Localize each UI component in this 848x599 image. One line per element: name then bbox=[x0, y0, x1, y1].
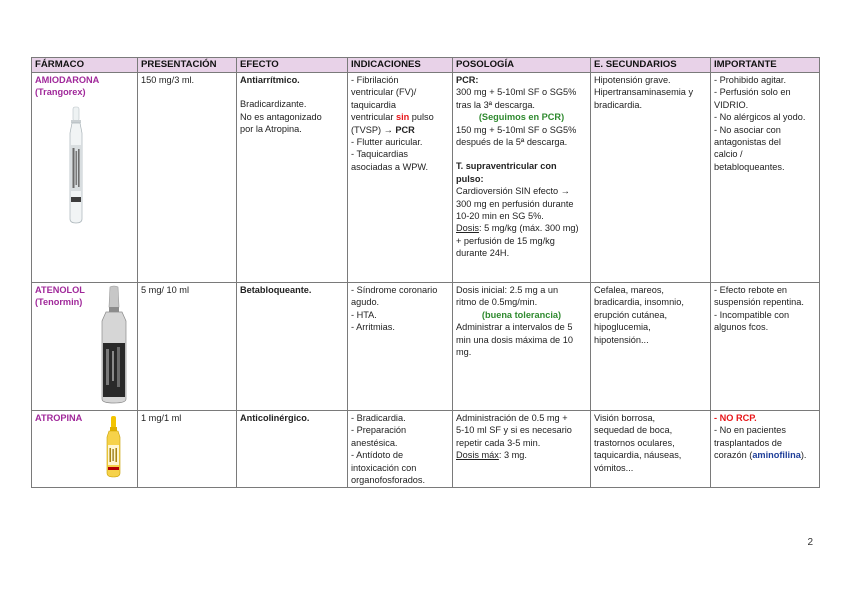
text-line: tras la 3ª descarga. bbox=[456, 99, 535, 110]
cell-farmaco bbox=[32, 411, 138, 488]
cell-presentacion: 1 mg/1 ml bbox=[138, 411, 237, 488]
table-row-atenolol bbox=[32, 283, 820, 411]
text-line: 300 mg + 5-10ml SF o SG5% bbox=[456, 87, 577, 98]
page-number: 2 bbox=[807, 537, 813, 548]
cell-posologia bbox=[453, 73, 591, 283]
text-line: calcio / bbox=[714, 149, 743, 160]
text-line: - Efecto rebote en bbox=[714, 285, 788, 295]
table-row-amiodarona bbox=[32, 73, 820, 283]
text-line: anestésica. bbox=[351, 437, 398, 448]
drug-brand: (Tenormin) bbox=[35, 297, 83, 308]
note-green: (Seguimos en PCR) bbox=[478, 112, 565, 123]
text-line: 10-20 min en SG 5%. bbox=[456, 211, 544, 222]
highlight-aminofilina: aminofilina bbox=[752, 450, 801, 461]
cell-indicaciones bbox=[348, 73, 453, 283]
text-line: mg. bbox=[456, 347, 472, 358]
cell-importante bbox=[711, 283, 820, 411]
efecto-title: Anticolinérgico. bbox=[240, 413, 310, 423]
text-line: 150 mg + 5-10ml SF o SG5% bbox=[456, 124, 577, 135]
drug-name: ATENOLOL bbox=[35, 285, 85, 295]
ampoule-image bbox=[35, 105, 135, 237]
text-line: - Incompatible con bbox=[714, 309, 790, 320]
text-line: Visión borrosa, bbox=[594, 413, 656, 423]
table-row-atropina bbox=[32, 411, 820, 488]
text-line: - Perfusión solo en bbox=[714, 87, 791, 98]
cell-importante bbox=[711, 73, 820, 283]
text-line: Cardioversión SIN efecto → bbox=[456, 186, 570, 197]
text-line: - No alérgicos al yodo. bbox=[714, 112, 806, 123]
text-line: Hipotensión grave. bbox=[594, 75, 671, 85]
text-line: min una dosis máxima de 10 bbox=[456, 334, 573, 345]
text-line: - Arritmias. bbox=[351, 322, 395, 333]
text-line: - Flutter auricular. bbox=[351, 137, 423, 148]
posologia-heading: T. supraventricular con bbox=[456, 161, 557, 172]
col-header-posologia: POSOLOGÍA bbox=[453, 58, 591, 73]
text-line: asociadas a WPW. bbox=[351, 161, 429, 172]
text-line: vómitos... bbox=[594, 462, 634, 473]
spacer bbox=[240, 86, 344, 98]
cell-indicaciones bbox=[348, 283, 453, 411]
text-line: - No asociar con bbox=[714, 124, 781, 135]
text-line: repetir cada 3-5 min. bbox=[456, 437, 541, 448]
text-line: (TVSP) → bbox=[351, 124, 396, 135]
text-line: Administración de 0.5 mg + bbox=[456, 413, 568, 423]
drug-name: AMIODARONA bbox=[35, 75, 100, 85]
cell-efecto bbox=[237, 411, 348, 488]
text-line: - HTA. bbox=[351, 309, 377, 320]
text-line: : 3 mg. bbox=[498, 450, 527, 461]
cell-posologia bbox=[453, 283, 591, 411]
text-line: Administrar a intervalos de 5 bbox=[456, 322, 573, 333]
text-line: hipotensión... bbox=[594, 334, 649, 345]
text-line: - Síndrome coronario bbox=[351, 285, 438, 295]
text-line: No es antagonizado bbox=[240, 111, 322, 122]
text-line: Bradicardizante. bbox=[240, 99, 307, 110]
text-line: VIDRIO. bbox=[714, 99, 749, 110]
cell-farmaco bbox=[32, 73, 138, 283]
text-line: : 5 mg/kg (máx. 300 mg) bbox=[478, 223, 579, 234]
text-line: - Taquicardias bbox=[351, 149, 409, 160]
text-line: - Prohibido agitar. bbox=[714, 75, 787, 85]
col-header-presentacion: PRESENTACIÓN bbox=[138, 58, 237, 73]
table-header-row bbox=[32, 58, 820, 73]
drug-name: ATROPINA bbox=[35, 413, 83, 423]
col-header-farmaco: FÁRMACO bbox=[32, 58, 138, 73]
text-line: Hipertransaminasemia y bbox=[594, 87, 694, 98]
highlight-sin: sin bbox=[395, 112, 410, 123]
text-line: Cefalea, mareos, bbox=[594, 285, 664, 295]
ampoule-image bbox=[94, 285, 134, 405]
col-header-importante: IMPORTANTE bbox=[711, 58, 820, 73]
dosis-label: Dosis bbox=[456, 223, 479, 234]
cell-efecto bbox=[237, 73, 348, 283]
drug-brand: (Trangorex) bbox=[35, 87, 86, 98]
text-line: taquicardia, náuseas, bbox=[594, 450, 682, 461]
cell-presentacion: 5 mg/ 10 ml bbox=[138, 283, 237, 411]
col-header-secundarios: E. SECUNDARIOS bbox=[591, 58, 711, 73]
text-line: pulso bbox=[411, 112, 434, 123]
cell-efecto bbox=[237, 283, 348, 411]
text-line: - Preparación bbox=[351, 425, 407, 436]
spacer bbox=[456, 148, 587, 160]
highlight-pcr: PCR bbox=[395, 124, 415, 135]
text-line: ritmo de 0.5mg/min. bbox=[456, 297, 538, 308]
text-line: trastornos oculares, bbox=[594, 437, 675, 448]
cell-secundarios bbox=[591, 283, 711, 411]
text-line: sequedad de boca, bbox=[594, 425, 673, 436]
text-line: + perfusión de 15 mg/kg bbox=[456, 235, 555, 246]
posologia-heading: PCR: bbox=[456, 75, 479, 85]
text-line: trasplantados de bbox=[714, 437, 782, 448]
text-line: betabloqueantes. bbox=[714, 161, 785, 172]
text-line: antagonistas del bbox=[714, 137, 781, 148]
text-line: taquicardia bbox=[351, 99, 396, 110]
note-green: (buena tolerancia) bbox=[481, 309, 562, 320]
efecto-title: Betabloqueante. bbox=[240, 285, 312, 295]
text-line: hipoglucemia, bbox=[594, 322, 651, 333]
cell-indicaciones bbox=[348, 411, 453, 488]
cell-presentacion: 150 mg/3 ml. bbox=[138, 73, 237, 283]
text-line: agudo. bbox=[351, 297, 380, 308]
text-line: 5-10 ml SF y si es necesario bbox=[456, 425, 572, 436]
cell-secundarios bbox=[591, 411, 711, 488]
posologia-heading: pulso: bbox=[456, 173, 484, 184]
col-header-indicaciones: INDICACIONES bbox=[348, 58, 453, 73]
efecto-title: Antiarrítmico. bbox=[240, 75, 300, 85]
text-line: - Antídoto de bbox=[351, 450, 404, 461]
text-line: corazón ( bbox=[714, 450, 753, 461]
text-line: ventricular (FV)/ bbox=[351, 87, 417, 98]
text-line: intoxicación con bbox=[351, 462, 417, 473]
text-line: - Bradicardia. bbox=[351, 413, 406, 423]
text-line: organofosforados. bbox=[351, 475, 426, 486]
text-line: durante 24H. bbox=[456, 248, 510, 259]
drug-table bbox=[31, 57, 820, 488]
text-line: suspensión repentina. bbox=[714, 297, 804, 308]
text-line: bradicardia. bbox=[594, 99, 643, 110]
cell-farmaco bbox=[32, 283, 138, 411]
ampoule-image bbox=[102, 415, 126, 479]
text-line: 300 mg en perfusión durante bbox=[456, 198, 574, 209]
dosis-label: Dosis máx bbox=[456, 450, 499, 461]
text-line: bradicardia, insomnio, bbox=[594, 297, 684, 308]
text-line: Dosis inicial: 2.5 mg a un bbox=[456, 285, 559, 295]
text-line: ). bbox=[800, 450, 807, 461]
cell-importante bbox=[711, 411, 820, 488]
text-line: ventricular bbox=[351, 112, 394, 123]
warning-no-rcp: - NO RCP. bbox=[714, 413, 757, 423]
cell-secundarios bbox=[591, 73, 711, 283]
text-line: algunos fcos. bbox=[714, 322, 769, 333]
text-line: - Fibrilación bbox=[351, 75, 399, 85]
text-line: erupción cutánea, bbox=[594, 309, 668, 320]
text-line: - No en pacientes bbox=[714, 425, 787, 436]
text-line: por la Atropina. bbox=[240, 124, 302, 135]
cell-posologia bbox=[453, 411, 591, 488]
text-line: después de la 5ª descarga. bbox=[456, 137, 568, 148]
col-header-efecto: EFECTO bbox=[237, 58, 348, 73]
